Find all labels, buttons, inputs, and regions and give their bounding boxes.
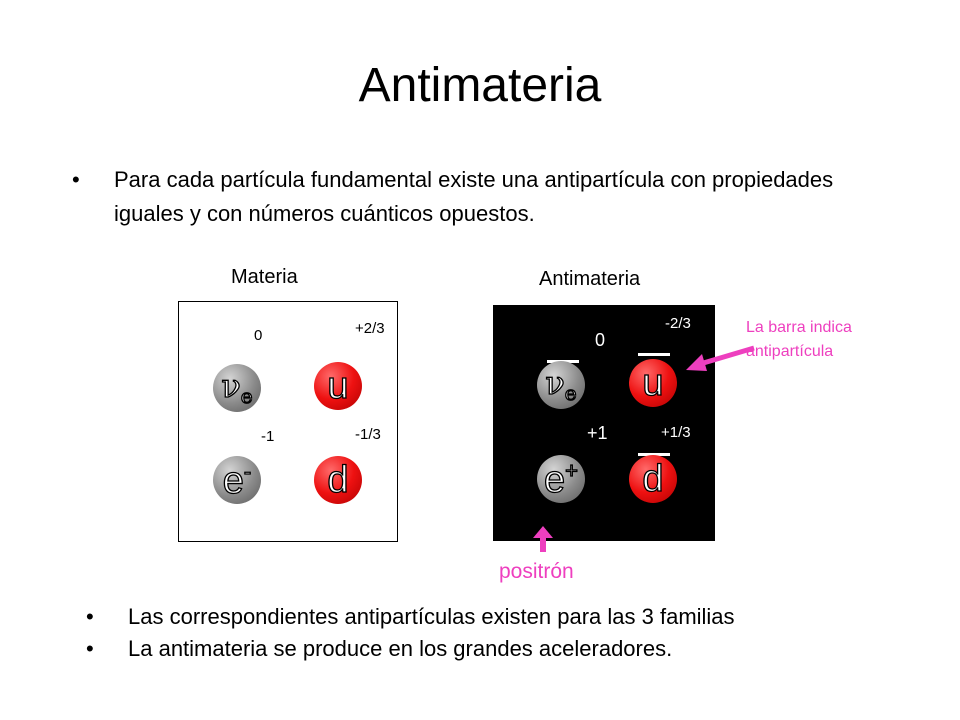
bullet-dot: •	[86, 636, 94, 661]
nu-subscript: e	[240, 384, 253, 408]
bullet-dot: •	[86, 604, 94, 629]
positron-arrow	[528, 524, 558, 554]
anti-u-bar	[638, 353, 670, 356]
anti-nu-subscript: e	[564, 381, 577, 405]
anti-charge-e: +1	[587, 423, 608, 443]
positron-annotation: positrón	[499, 560, 574, 583]
positron	[537, 455, 585, 503]
anti-charge-nu: 0	[595, 330, 606, 350]
anti-down-quark	[629, 455, 677, 503]
matter-charge-nu: 0	[254, 327, 263, 344]
matter-charge-e: -1	[261, 428, 275, 445]
anti-nu-symbol: ν	[545, 364, 565, 402]
nu-symbol: ν	[221, 367, 241, 405]
matter-charge-u: +2/3	[355, 320, 385, 337]
slide-title: Antimateria	[358, 59, 602, 112]
bullet-accelerators-text: La antimateria se produce en los grandes aceleradores.	[128, 636, 673, 661]
bar-annotation: La barra indica antipartícula	[746, 319, 852, 360]
electron-antineutrino	[537, 361, 585, 409]
bar-annotation-arrow	[680, 340, 760, 376]
bullet-accelerators	[86, 632, 906, 666]
matter-panel	[178, 301, 398, 542]
matter-charge-d: -1/3	[355, 426, 381, 443]
down-symbol: d	[327, 459, 349, 501]
matter-label: Materia	[231, 266, 298, 288]
electron-neutrino	[213, 364, 261, 412]
antimatter-label: Antimateria	[539, 268, 641, 290]
anti-up-quark	[629, 359, 677, 407]
bullet-families	[86, 600, 906, 634]
anti-down-symbol: d	[642, 458, 664, 500]
positron-symbol: e	[544, 458, 566, 501]
anti-charge-d: +1/3	[661, 424, 691, 441]
anti-up-symbol: u	[642, 362, 664, 404]
e-superscript: -	[243, 458, 252, 484]
bullet-dot: •	[72, 167, 80, 192]
anti-charge-u: -2/3	[665, 315, 691, 332]
up-symbol: u	[327, 365, 349, 407]
bullet-families-text: Las correspondientes antipartículas existen para las 3 familias	[128, 604, 735, 629]
intro-text: Para cada partícula fundamental existe una antipartícula con propiedades iguales y con números cuánticos opuestos.	[114, 167, 834, 226]
electron	[213, 456, 261, 504]
e-symbol: e	[222, 459, 244, 502]
up-quark	[314, 362, 362, 410]
positron-superscript: +	[565, 457, 578, 483]
intro-bullet	[72, 163, 842, 231]
down-quark	[314, 456, 362, 504]
